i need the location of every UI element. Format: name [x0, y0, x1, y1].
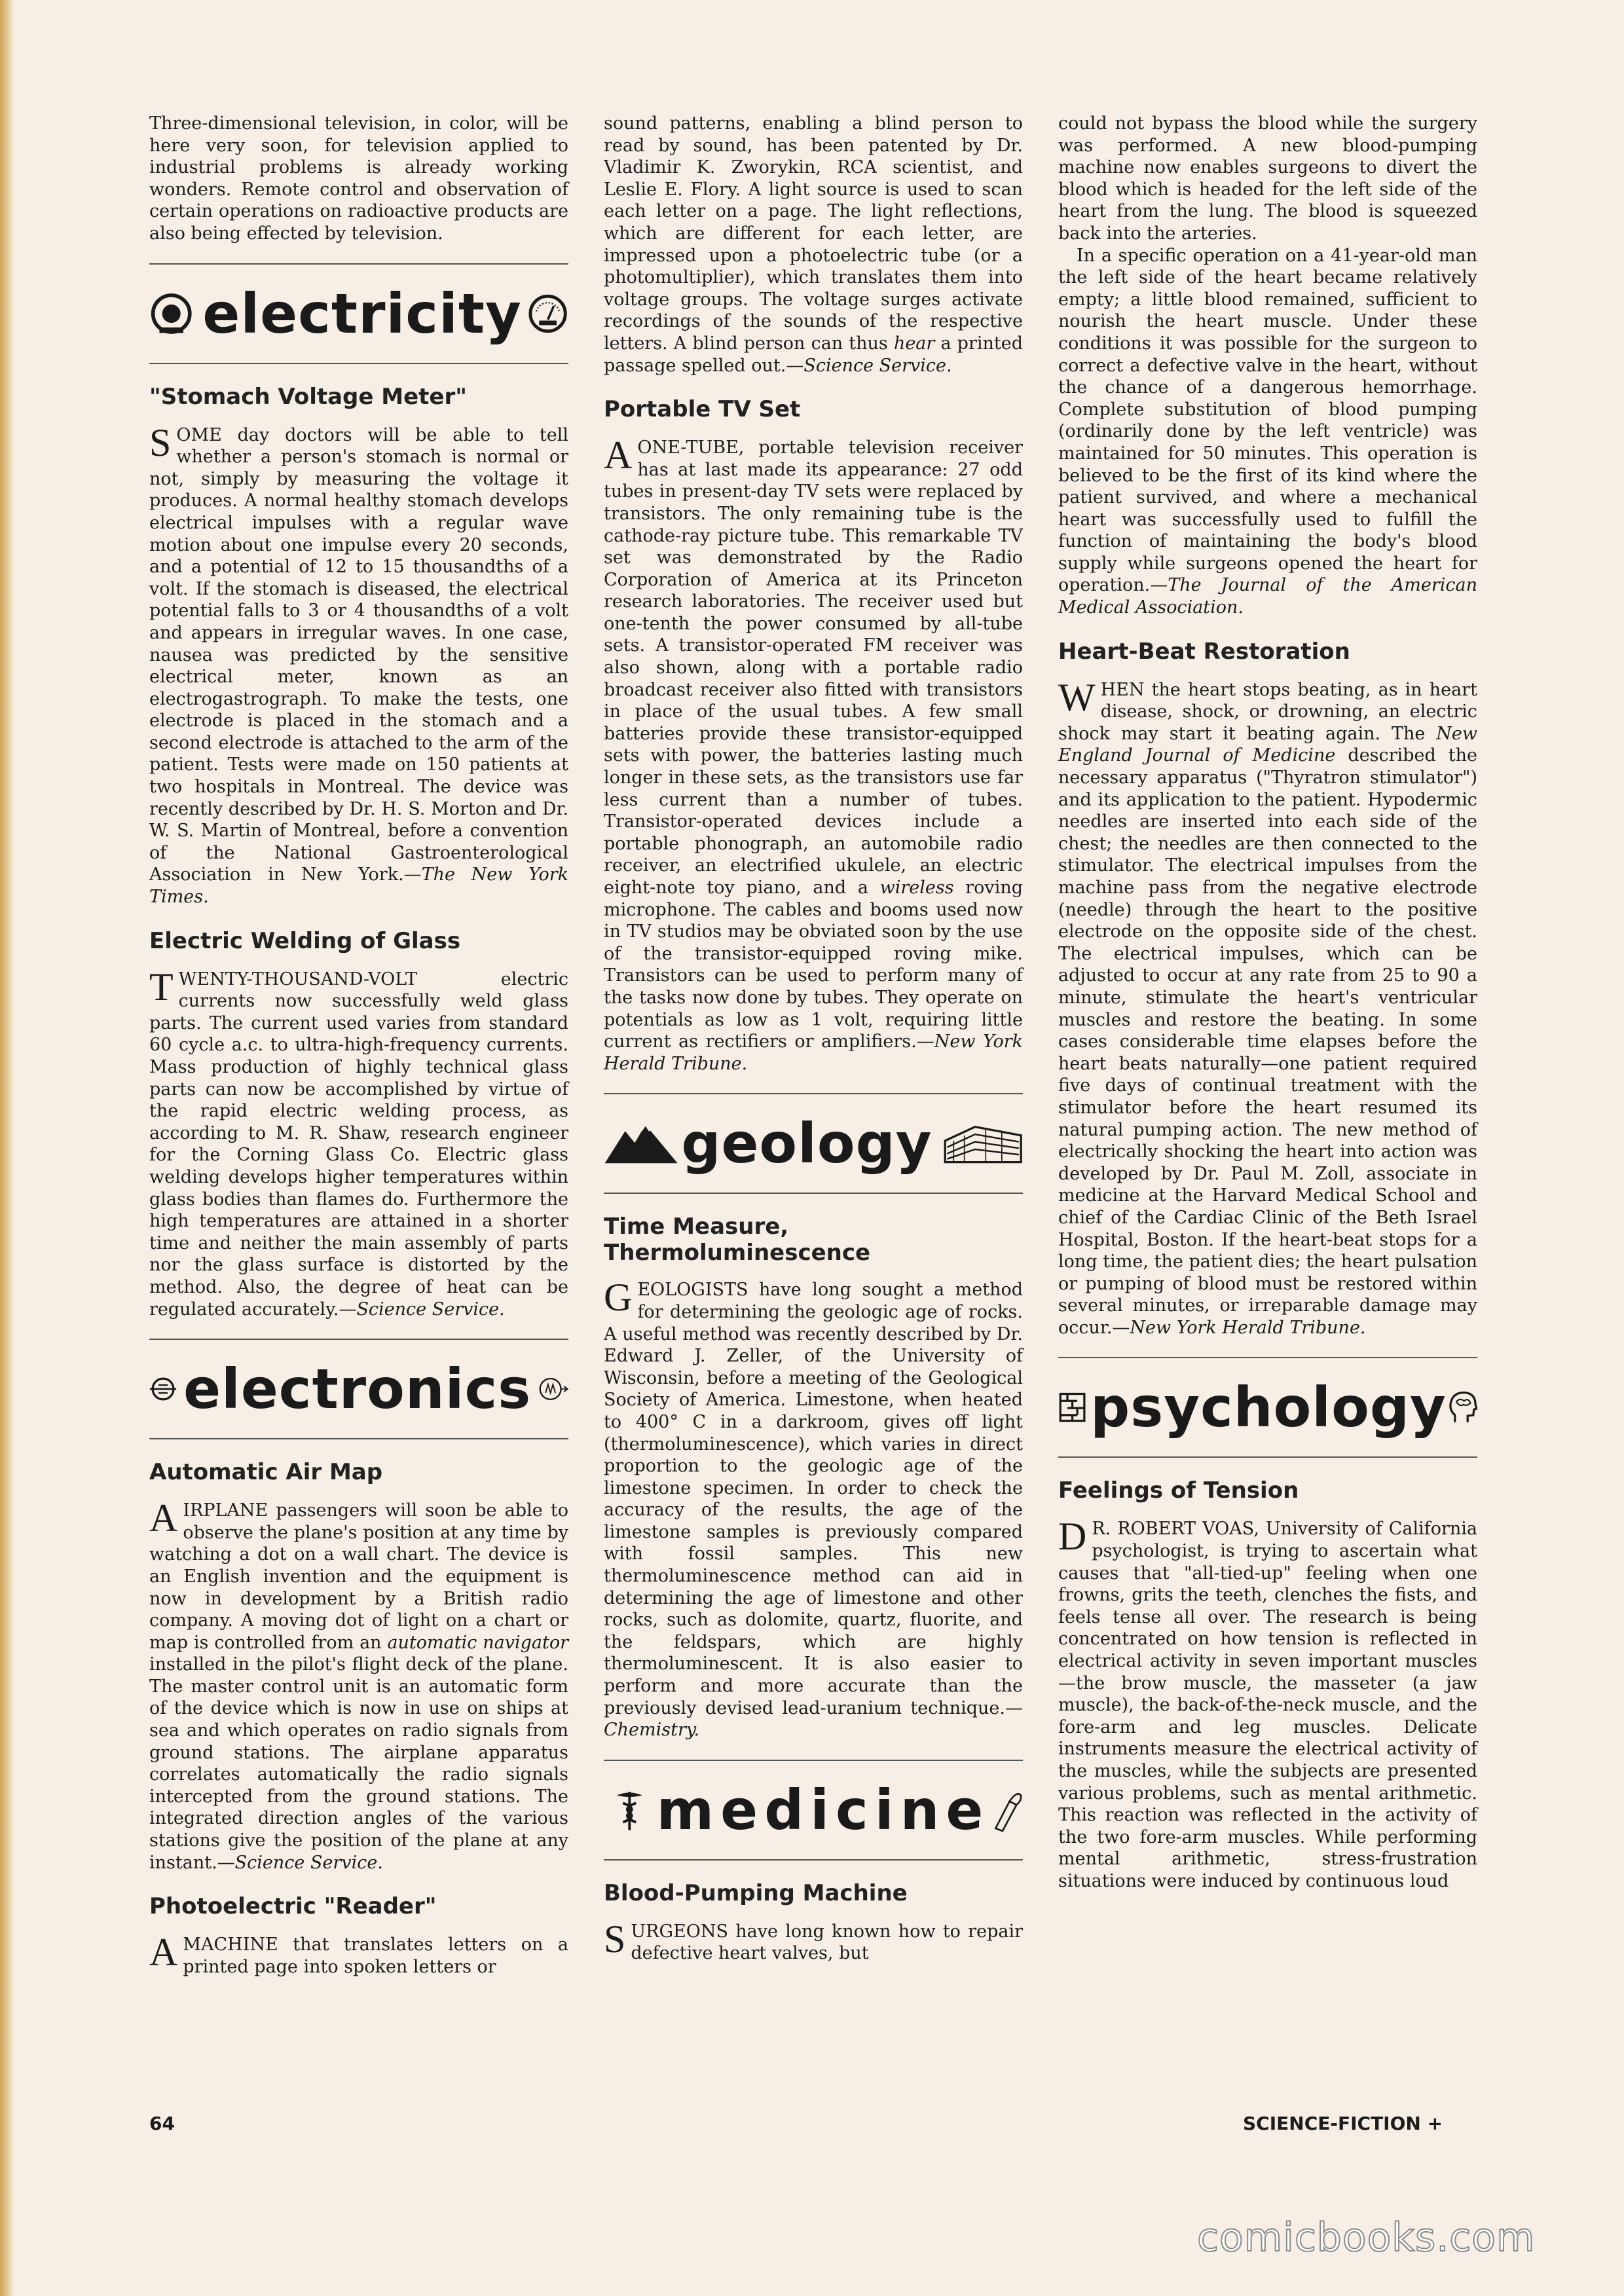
page-number: 64	[149, 2113, 175, 2134]
article-heading-stomach: "Stomach Voltage Meter"	[149, 383, 467, 410]
article-body-tension: D R. ROBERT VOAS, University of California psychologist, is trying to ascertain what causes that "all-tied-up" feeling when one frowns, grits the teeth, clenches the fists, and feels tense all over. The research is being concentrated on how tension is reflected in electrical activity in seven important muscles—the brow muscle, the masseter (a jaw muscle), the back-of-the-neck muscle, and the fore-arm and leg muscles. Delicate instruments measure the electrical activity of the muscles, while the subjects are presented various problems, such as mental arithmetic. This reaction was reflected in the activity of the two fore-arm muscles. While performing mental arithmetic, stress-frustration situations were induced by continuous loud	[1058, 1515, 1477, 1891]
article-body-airmap: AIRPLANE passengers will soon be able to observe the plane's position at any time by watching a dot on a wall chart. The device is an English invention and the equipment is now in development by a British radio company. A moving dot of light on a chart or map is controlled from an automatic navigator installed in the pilot's flight deck of the plane. The master control unit is an automatic form of the device which is now in use on ships at sea and which operates on radio signals from ground stations. The airplane apparatus correlates automatically the radio signals intercepted from the ground stations. The integrated direction angles of the various stations give the position of the plane at any instant.—Science Service.	[149, 1496, 569, 1873]
section-banner-electricity	[149, 263, 568, 364]
article-body-stomach: SOME day doctors will be able to tell whether a person's stomach is normal or not, simply by measuring the voltage it produces. A normal healthy stomach develops electrical impulses with a regular wave motion about one impulse every 20 seconds, and a potential of 12 to 15 thousandths of a volt. If the stomach is diseased, the electrical potential falls to 3 or 4 thousandths of a volt and appears in irregular waves. In one case, nausea was predicted by the sensitive electrical meter, known as an electrogastrograph. To make the tests, one electrode is placed in the stomach and a second electrode is attached to the arm of the patient. Tests were made on 150 patients at two hospitals in Montreal. The device was recently described by Dr. H. S. Morton and Dr. W. S. Martin of Montreal, before a convention of the National Gastroenterological Association in New York.—The New York Times.	[149, 420, 568, 908]
article-heading-airmap: Automatic Air Map	[149, 1459, 383, 1486]
section-banner-geology	[604, 1093, 1023, 1194]
drop-cap: S	[604, 1917, 626, 1961]
electronics-coil-icon	[538, 1360, 568, 1418]
head-icon	[1448, 1376, 1477, 1439]
article-body-welding: TWENTY-THOUSAND-VOLT electric currents now successfully weld glass parts. The current used varies from standard 60 cycle a.c. to ultra-high-frequency currents. Mass production of highly technical glass parts can now be accomplished by virtue of the rapid electric welding process, as according to M. R. Shaw, research engineer for the Corning Glass Co. Electric glass welding develops higher temperatures within glass bodies than flames do. Furthermore the high temperatures are attained in a shorter time and neither the main assembly of parts nor the glass surface is distorted by the method. Also, the degree of heat can be regulated accurately.—Science Service.	[149, 965, 568, 1320]
pipette-icon	[992, 1777, 1023, 1843]
article-continuation-blood-pumping: could not bypass the blood while the surgery was performed. A new blood-pumping machine now enables surgeons to divert the blood which is headed for the left side of the heart from the lung. The blood is squeezed back into the arteries.	[1058, 113, 1477, 244]
article-paragraph-blood-pumping-2: In a specific operation on a 41-year-old man the left side of the heart became relatively empty; a little blood remained, sufficient to nourish the heart muscle. Under these conditions it was possible for the surgeon to correct a defective valve in the heart, without the chance of a dangerous hemorrhage. Complete substitution of blood pumping (ordinarily done by the left ventricle) was maintained for 50 minutes. This operation is believed to be the first of its kind where the patient survived, and where a mechanical heart was successfully used to fulfill the function of maintaining the body's blood supply while surgeons opened the heart for operation.—The Journal of the American Medical Association.	[1058, 245, 1477, 618]
section-banner-medicine	[604, 1760, 1023, 1861]
article-heading-blood-pumping: Blood-Pumping Machine	[604, 1879, 908, 1906]
drop-cap: T	[149, 965, 174, 1009]
article-body-heart-beat: WHEN the heart stops beating, as in heart disease, shock, or drowning, an electric shock may start it beating again. The New England Journal of Medicine described the necessary apparatus ("Thyratron stimulator") and its application to the patient. Hypodermic needles are inserted into each side of the chest; the needles are then connected to the stimulator. The electrical impulses from the machine pass from the negative electrode (needle) through the heart to the positive electrode on the opposite side of the chest. The electrical impulses, which can be adjusted to occur at any rate from 25 to 90 a minute, stimulate the heart's ventricular muscles and restore the beating. In some cases considerable time elapses before the heart beats naturally—one patient required five days of continual treatment with the stimulator before the heart resumed its natural pumping action. The new method of electrically shocking the heart into action was developed by Dr. Paul M. Zoll, associate in medicine at the Harvard Medical School and chief of the Cardiac Clinic of the Beth Israel Hospital, Boston. If the heart-beat stops for a long time, the patient dies; the heart pulsation or pumping of blood must be restored within several minutes, or irreparable damage may occur.—New York Herald Tribune.	[1058, 675, 1478, 1338]
column-3	[1058, 113, 1477, 1893]
section-title-electricity: electricity	[202, 281, 522, 346]
article-body-blood-pumping: SURGEONS have long known how to repair defective heart valves, but	[604, 1917, 1023, 1964]
maze-icon	[1058, 1376, 1086, 1439]
article-heading-welding: Electric Welding of Glass	[149, 927, 461, 954]
drop-cap: D	[1058, 1515, 1087, 1559]
section-title-medicine: medicine	[656, 1777, 990, 1842]
magazine-title: SCIENCE-FICTION +	[1243, 2113, 1443, 2134]
section-banner-psychology	[1058, 1357, 1477, 1458]
column-1	[149, 113, 568, 1978]
heading-line-1: Time Measure,	[604, 1213, 789, 1240]
section-title-electronics: electronics	[183, 1357, 532, 1422]
strata-icon	[943, 1114, 1023, 1173]
article-heading-tension: Feelings of Tension	[1058, 1477, 1299, 1504]
intro-paragraph: Three-dimensional television, in color, will be here very soon, for television applied to industrial problems is already working wonders. Remote control and observation of certain operations on radioactive products are also being effected by television.	[149, 113, 568, 244]
drop-cap: A	[149, 1496, 178, 1540]
article-body-thermoluminescence: GEOLOGISTS have long sought a method for determining the geologic age of rocks. A useful method was recently described by Dr. Edward J. Zeller, of the University of Wisconsin, before a meeting of the Geological Society of America. Limestone, when heated to 400° C in a darkroom, gives off light (thermoluminescence), which varies in direct proportion to the geologic age of the limestone specimen. In order to check the accuracy of the results, the age of the limestone samples is previously compared with fossil samples. This new thermoluminescence method can aid in determining the age of limestone and other rocks, such as dolomite, quartz, fluorite, and the feldspars, which are highly thermoluminescent. It is also easier to perform and more accurate than the previously devised lead-uranium technique.—Chemistry.	[604, 1276, 1023, 1741]
mountain-icon	[604, 1114, 678, 1173]
section-banner-electronics	[149, 1339, 568, 1439]
section-title-geology: geology	[681, 1111, 932, 1176]
article-heading-thermoluminescence	[604, 1213, 1023, 1266]
article-heading-heart-beat: Heart-Beat Restoration	[1058, 638, 1350, 665]
drop-cap: A	[149, 1931, 178, 1974]
electronics-tube-icon	[149, 1360, 177, 1418]
article-heading-reader: Photoelectric "Reader"	[149, 1893, 437, 1920]
section-title-psychology: psychology	[1090, 1375, 1447, 1440]
column-2	[604, 113, 1023, 1965]
binding-edge	[0, 0, 14, 2296]
drop-cap: S	[149, 420, 172, 464]
article-body-tv: A ONE-TUBE, portable television receiver has at last made its appearance: 27 odd tubes in present-day TV sets were replaced by transistors. The only remaining tube is the cathode-ray picture tube. This remarkable TV set was demonstrated by the Radio Corporation of America at its Princeton research laboratories. The receiver used but one-tenth the power consumed by all-tube sets. A transistor-operated FM receiver was also shown, along with a portable radio broadcast receiver also fitted with transistors in place of the usual tubes. A few small batteries provide these transistor-equipped sets with power, the batteries lasting much longer in these sets, as the transistors use far less current than a number of tubes. Transistor-operated devices include a portable phonograph, an automobile radio receiver, an electrified ukulele, an electric eight-note toy piano, and a wireless roving microphone. The cables and booms used now in TV studios may be obviated soon by the use of the transistor-equipped roving mike. Transistors can be used to perform many of the tasks now done by tubes. They operate on potentials as low as 1 volt, requiring little current as rectifiers or amplifiers.—New York Herald Tribune.	[604, 434, 1023, 1074]
drop-cap: A	[604, 434, 633, 477]
heading-line-2: Thermoluminescence	[604, 1240, 871, 1267]
article-heading-tv: Portable TV Set	[604, 396, 801, 423]
meter-dial-icon	[527, 284, 568, 343]
article-continuation-reader: sound patterns, enabling a blind person to read by sound, has been patented by Dr. Vladimir K. Zworykin, RCA scientist, and Leslie E. Flory. A light source is used to scan each letter on a page. The light reflections, which are different for each letter, are impressed upon a photoelectric tube (or a photomultiplier), which translates them into voltage groups. The voltage surges activate recordings of the sounds of the respective letters. A blind person can thus hear a printed passage spelled out.—Science Service.	[604, 113, 1024, 376]
drop-cap: G	[604, 1276, 633, 1320]
article-body-reader: AMACHINE that translates letters on a printed page into spoken letters or	[149, 1931, 568, 1977]
caduceus-icon	[614, 1777, 645, 1843]
watermark: comicbooks.com	[1197, 2215, 1536, 2261]
electricity-plug-icon	[149, 282, 193, 345]
drop-cap: W	[1058, 675, 1096, 719]
